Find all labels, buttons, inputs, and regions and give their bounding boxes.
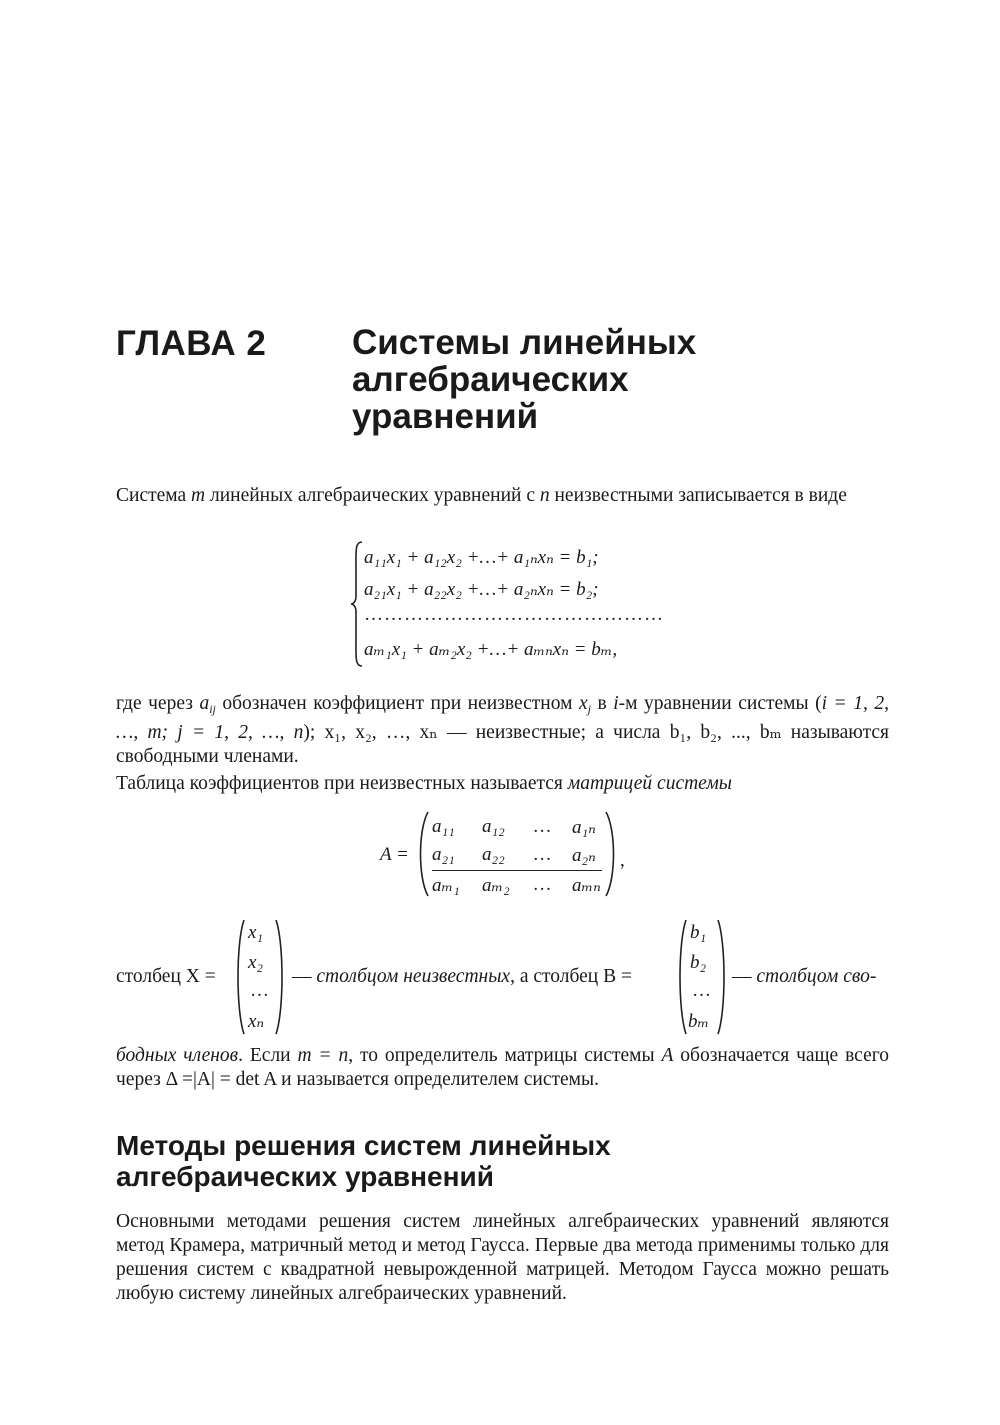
text: Система [116, 485, 192, 506]
matrix-cell: a₁ₙ [572, 817, 596, 838]
text: обозначен коэффициент при неизвестном [215, 693, 579, 714]
text: , то определитель матрицы системы [348, 1045, 662, 1066]
equation-row: a₁₁x₁ + a₁₂x₂ +…+ a₁ₙxₙ = b₁; [364, 547, 599, 568]
text: неизвестными записывается в виде [549, 485, 847, 506]
matrix-row-separator [432, 870, 602, 871]
var-i: i [613, 693, 619, 714]
chapter-title-line: алгебраических [352, 360, 629, 399]
chapter-title-line: уравнений [352, 397, 539, 436]
var-m: m [191, 485, 206, 506]
matrix-cell: … [534, 844, 551, 865]
left-paren-icon [676, 918, 688, 1036]
term-matrix-system: матрицей системы [567, 773, 733, 794]
vector-b-entry: b₂ [690, 952, 707, 973]
var-x: x [578, 693, 588, 714]
text: -м уравнении системы ( [618, 693, 822, 714]
intro-paragraph [116, 484, 889, 508]
vector-x-entry: x₂ [248, 952, 264, 973]
subscript: ij [209, 702, 216, 716]
subscript: j [587, 702, 591, 716]
term-unknowns-column: столбцом неизвестных [316, 966, 511, 987]
text: . Если [238, 1045, 298, 1066]
text: где через [116, 693, 200, 714]
equation-row: aₘ₁x₁ + aₘ₂x₂ +…+ aₘₙxₙ = bₘ, [364, 639, 618, 660]
equation-system [350, 540, 670, 670]
chapter-label: ГЛАВА 2 [116, 324, 267, 363]
vector-b-entry: bₘ [688, 1011, 710, 1032]
matrix-cell: aₘ₂ [482, 875, 510, 896]
column-b-description [732, 966, 876, 988]
determinant-paragraph [116, 1044, 889, 1092]
matrix-cell: aₘ₁ [432, 875, 460, 896]
section-title [116, 1130, 611, 1192]
text: обозначается чаще всего через Δ =|A| = det A и называется определителем системы. [116, 1045, 889, 1090]
text: ); x₁, x₂, …, xₙ — неизвестные; а числа b₁, b₂, ..., bₘ называются свободными членами. [116, 722, 889, 767]
matrix-cell: a₂ₙ [572, 845, 596, 866]
matrix-cell: a₂₂ [482, 844, 505, 865]
text: Таблица коэффициентов при неизвестных называется [116, 773, 568, 794]
section-title-line: Методы решения систем линейных [116, 1130, 611, 1161]
vector-x-entry: … [250, 980, 269, 1001]
matrix-cell: … [534, 816, 551, 837]
term-free-column: столбцом сво- [756, 966, 877, 987]
term-free-members: бодных членов [116, 1045, 239, 1066]
vector-b-entry: b₁ [690, 922, 707, 943]
matrix-cell: aₘₙ [572, 875, 601, 896]
var-n: n [539, 485, 550, 506]
chapter-title [352, 324, 872, 435]
methods-paragraph: Основными методами решения систем линейных алгебраических уравнений являются метод Крамера, матричный метод и метод Гаусса. Первые два метода применимы только для решения систем с квадратной невырожденной матрицей. Методом Гаусса можно решать любую систему линейных алгебраических уравнений. [116, 1211, 889, 1304]
right-paren-icon [716, 918, 728, 1036]
text: линейных алгебраических уравнений с [205, 485, 540, 506]
var-a: a [199, 693, 210, 714]
left-paren-icon [234, 918, 246, 1036]
equation-row: a₂₁x₁ + a₂₂x₂ +…+ a₂ₙxₙ = b₂; [364, 579, 599, 600]
index-range: i = 1, 2, …, m; j = 1, 2, …, n [116, 693, 889, 743]
text: столбец X = [116, 966, 216, 987]
vector-x-entry: x₁ [248, 922, 264, 943]
text: — [292, 966, 317, 987]
chapter-title-line: Системы линейных [352, 323, 697, 362]
vector-b-entry: … [692, 980, 711, 1001]
var-a: A [661, 1045, 674, 1066]
section-title-line: алгебраических уравнений [116, 1161, 494, 1192]
text: — [732, 966, 757, 987]
matrix-cell: a₂₁ [432, 844, 455, 865]
text: в [590, 693, 614, 714]
right-paren-icon [274, 918, 286, 1036]
left-brace-icon [350, 540, 364, 668]
condition: m = n [297, 1045, 349, 1066]
matrix-cell: a₁₁ [432, 816, 455, 837]
definitions-paragraph [116, 692, 889, 769]
right-paren-icon [604, 810, 618, 898]
left-paren-icon [416, 810, 430, 898]
matrix-cell: a₁₂ [482, 816, 505, 837]
matrix-cell: … [534, 874, 551, 895]
column-vectors-row [116, 918, 896, 1038]
column-x-description [292, 966, 632, 988]
text: , а столбец B = [510, 966, 632, 987]
matrix-a-label: A = [380, 844, 409, 865]
equation-dots-row: ……………………………………… [364, 604, 664, 625]
matrix-trailing-comma: , [620, 850, 625, 871]
vector-x-entry: xₙ [248, 1011, 265, 1032]
matrix-intro-paragraph [116, 772, 889, 796]
matrix-a [380, 810, 640, 900]
